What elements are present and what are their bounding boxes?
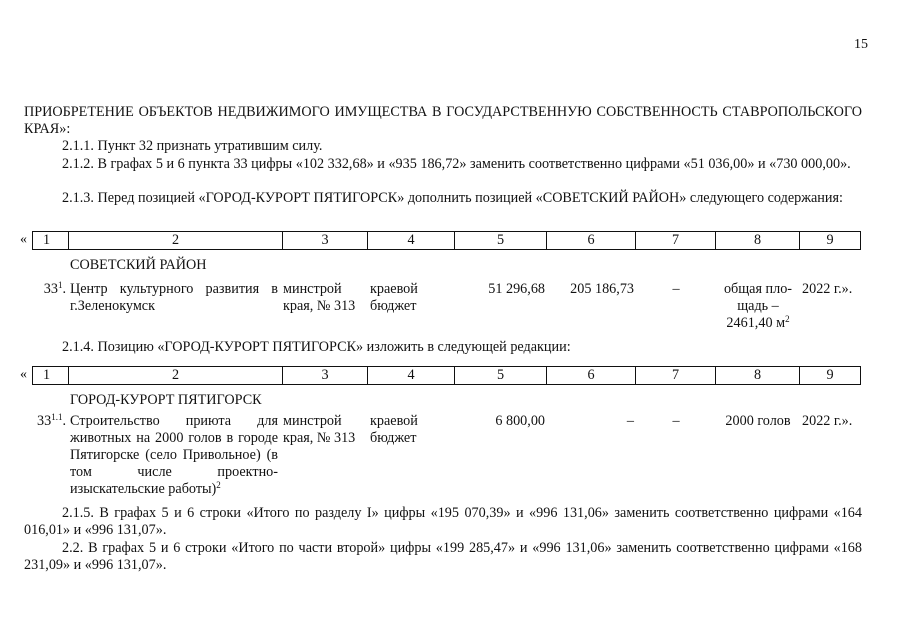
- column-9-value: 2022 г.».: [802, 281, 853, 297]
- header-cell: 8: [716, 367, 800, 385]
- column-6-value: –: [626, 413, 634, 429]
- column-9-value: 2022 г.».: [802, 413, 853, 429]
- table-header-row-1: [32, 231, 861, 250]
- object-name: Строительство приюта для животных на 2000 голов в городе Пятигорске (село Привольное) (в том числе проектно-изыскательские работы)$^2$: [70, 413, 278, 497]
- header-cell: 3: [283, 232, 368, 250]
- column-7-value: –: [672, 281, 680, 297]
- column-5-value: 51 296,68: [488, 281, 545, 297]
- open-quote-mark: «: [20, 232, 27, 247]
- header-cell: 6: [547, 232, 636, 250]
- column-6-value: 205 186,73: [570, 281, 634, 297]
- header-cell: 6: [547, 367, 636, 385]
- header-cell: 4: [368, 367, 455, 385]
- open-quote-mark: «: [20, 367, 27, 382]
- column-8-value: общая пло- щадь – 2461,40 $м^2$: [723, 281, 793, 331]
- funding-source: краевой бюджет: [370, 413, 418, 446]
- column-8-value: 2000 голов: [725, 413, 791, 429]
- paragraph-2-1-4: 2.1.4. Позицию «ГОРОД-КУРОРТ ПЯТИГОРСК» изложить в следующей редакции:: [62, 339, 571, 355]
- page-number: 15: [854, 37, 868, 52]
- paragraph-2-1-1: 2.1.1. Пункт 32 признать утратившим силу.: [62, 138, 323, 154]
- header-cell: 9: [800, 232, 861, 250]
- column-7-value: –: [672, 413, 680, 429]
- header-cell: 1: [33, 232, 69, 250]
- paragraph-2-2: 2.2. В графах 5 и 6 строки «Итого по части второй» цифры «199 285,47» и «996 131,06» заменить соответственно цифрами «168 231,09» и «996 131,07».: [24, 540, 862, 573]
- header-cell: 8: [716, 232, 800, 250]
- column-5-value: 6 800,00: [495, 413, 545, 429]
- row-number: $33^1$.: [43, 280, 66, 297]
- header-cell: 2: [69, 367, 283, 385]
- header-cell: 5: [455, 367, 547, 385]
- section-title-sovetsky: СОВЕТСКИЙ РАЙОН: [70, 257, 207, 273]
- header-cell: 7: [636, 367, 716, 385]
- header-cell: 5: [455, 232, 547, 250]
- header-cell: 3: [283, 367, 368, 385]
- responsible-body: минстрой края, № 313: [283, 413, 356, 446]
- paragraph-2-1-5: 2.1.5. В графах 5 и 6 строки «Итого по разделу I» цифры «195 070,39» и «996 131,06» заменить соответственно цифрами «164 016,01» и «996 131,07».: [24, 505, 862, 538]
- header-cell: 7: [636, 232, 716, 250]
- paragraph-2-1-2: 2.1.2. В графах 5 и 6 пункта 33 цифры «102 332,68» и «935 186,72» заменить соответственно цифрами «51 036,00» и «730 000,00».: [62, 156, 851, 172]
- header-cell: 1: [33, 367, 69, 385]
- object-name: Центр культурного развития в г.Зеленокумск: [70, 281, 278, 314]
- paragraph-section-title-continuation: ПРИОБРЕТЕНИЕ ОБЪЕКТОВ НЕДВИЖИМОГО ИМУЩЕСТВА В ГОСУДАРСТВЕННУЮ СОБСТВЕННОСТЬ СТАВРОПОЛЬСКОГО КРАЯ»:: [24, 104, 862, 137]
- funding-source: краевой бюджет: [370, 281, 418, 314]
- header-cell: 4: [368, 232, 455, 250]
- paragraph-2-1-3: 2.1.3. Перед позицией «ГОРОД-КУРОРТ ПЯТИГОРСК» дополнить позицией «СОВЕТСКИЙ РАЙОН» следующего содержания:: [62, 190, 843, 206]
- row-number: $33^{1.1}$.: [37, 412, 66, 429]
- header-cell: 9: [800, 367, 861, 385]
- table-header-row-2: [32, 366, 861, 385]
- section-title-pyatigorsk: ГОРОД-КУРОРТ ПЯТИГОРСК: [70, 392, 262, 408]
- responsible-body: минстрой края, № 313: [283, 281, 356, 314]
- header-cell: 2: [69, 232, 283, 250]
